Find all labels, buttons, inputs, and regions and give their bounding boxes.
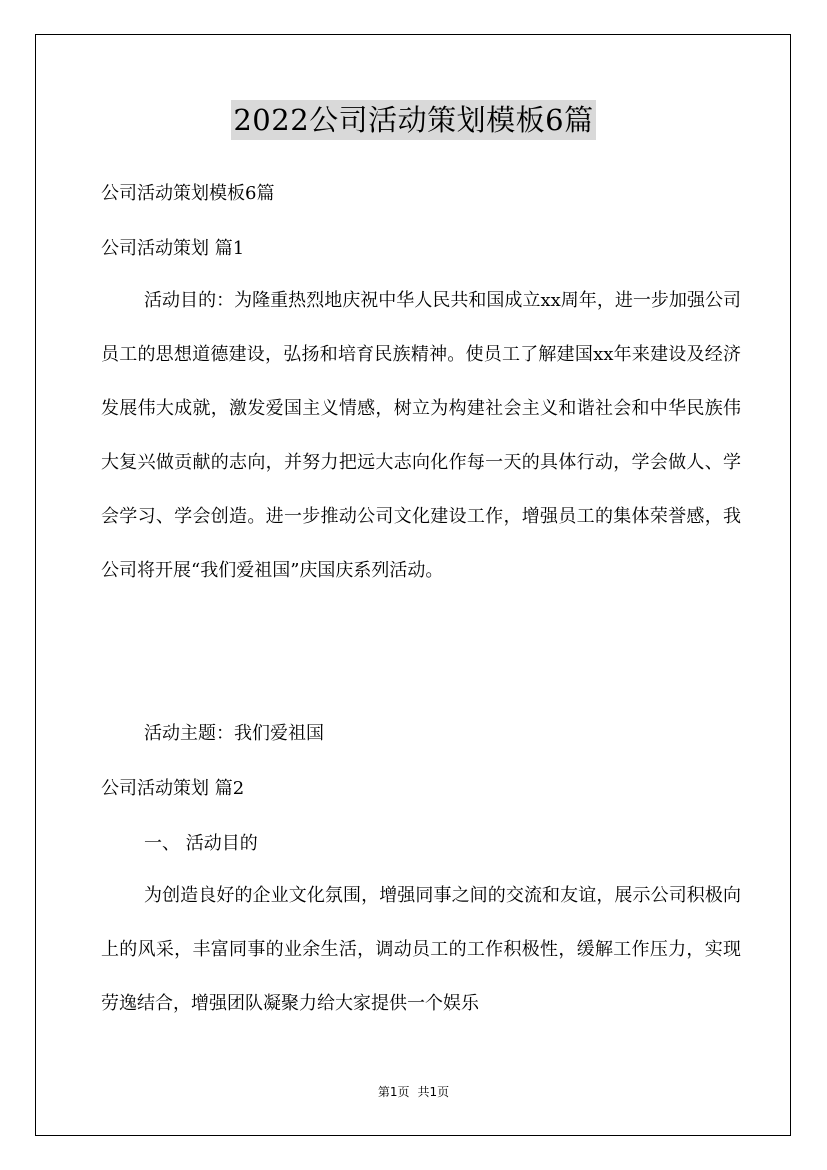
document-subtitle: 公司活动策划模板6篇 bbox=[101, 183, 275, 204]
section-2-item-1: 一、 活动目的 bbox=[144, 833, 258, 854]
section-2-heading: 公司活动策划 篇2 bbox=[101, 778, 245, 799]
title-container bbox=[0, 100, 827, 140]
page-number-current: 第1页 bbox=[377, 1085, 410, 1099]
page-footer bbox=[0, 1083, 827, 1100]
document-title: 2022公司活动策划模板6篇 bbox=[231, 100, 595, 140]
section-2-paragraph: 为创造良好的企业文化氛围，增强同事之间的交流和友谊，展示公司积极向上的风采，丰富同事的业余生活，调动员工的工作积极性，缓解工作压力，实现劳逸结合，增强团队凝聚力给大家提供一个娱乐 bbox=[101, 885, 741, 1014]
section-1-theme: 活动主题：我们爱祖国 bbox=[144, 723, 324, 744]
section-1-paragraph: 活动目的：为隆重热烈地庆祝中华人民共和国成立xx周年，进一步加强公司员工的思想道德建设，弘扬和培育民族精神。使员工了解建国xx年来建设及经济发展伟大成就，激发爱国主义情感，树立为构建社会主义和谐社会和中华民族伟大复兴做贡献的志向，并努力把远大志向化作每一天的具体行动，学会做人、学会学习、学会创造。进一步推动公司文化建设工作，增强员工的集体荣誉感，我公司将开展“我们爱祖国”庆国庆系列活动。 bbox=[101, 290, 741, 581]
page-number-total: 共1页 bbox=[417, 1085, 450, 1099]
section-1-heading: 公司活动策划 篇1 bbox=[101, 238, 245, 259]
